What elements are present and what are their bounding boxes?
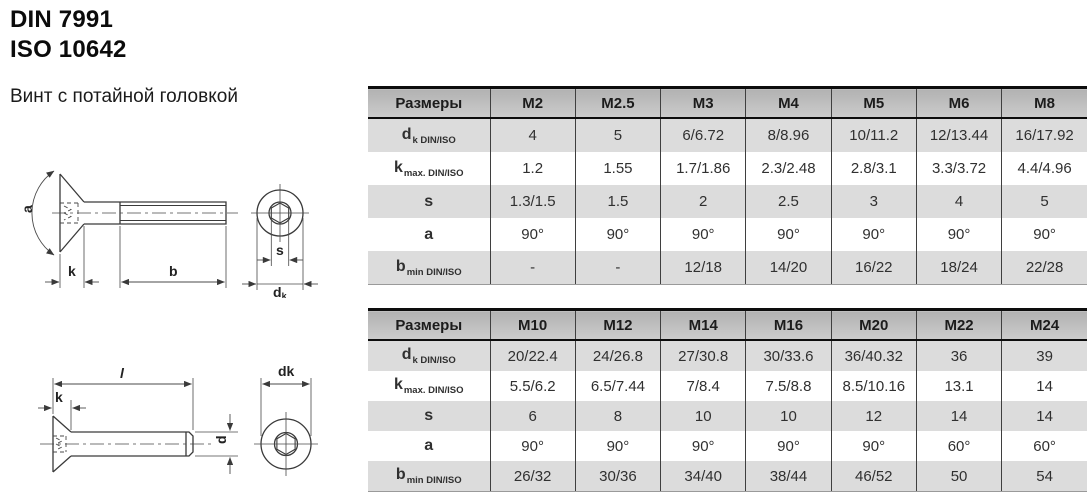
value-cell: 14 bbox=[916, 401, 1001, 431]
head-height-dim-label: k bbox=[68, 263, 76, 279]
value-cell: 26/32 bbox=[490, 461, 575, 492]
value-cell: 10/11.2 bbox=[831, 118, 916, 152]
value-cell: 1.3/1.5 bbox=[490, 185, 575, 218]
value-cell: 5 bbox=[1002, 185, 1087, 218]
value-cell: 2.5 bbox=[746, 185, 831, 218]
value-cell: 10 bbox=[746, 401, 831, 431]
value-cell: 5 bbox=[575, 118, 660, 152]
table-row bbox=[368, 401, 1087, 431]
row-label: a bbox=[424, 225, 434, 243]
value-cell: 4 bbox=[916, 185, 1001, 218]
value-cell: 4 bbox=[490, 118, 575, 152]
value-cell: 13.1 bbox=[916, 371, 1001, 401]
value-cell: 90° bbox=[746, 431, 831, 461]
value-cell: 90° bbox=[916, 218, 1001, 251]
head-dia-dim-label: dk bbox=[273, 284, 287, 298]
size-column-header: M24 bbox=[1002, 310, 1087, 341]
value-cell: 90° bbox=[661, 431, 746, 461]
value-cell: 8/8.96 bbox=[746, 118, 831, 152]
table-row bbox=[368, 251, 1087, 285]
size-column-header: M8 bbox=[1002, 88, 1087, 119]
value-cell: 14/20 bbox=[746, 251, 831, 285]
size-column-header: M16 bbox=[746, 310, 831, 341]
value-cell: 8 bbox=[575, 401, 660, 431]
angle-dim-label: a bbox=[19, 205, 35, 213]
value-cell: 30/33.6 bbox=[746, 340, 831, 371]
value-cell: 12/13.44 bbox=[916, 118, 1001, 152]
value-cell: 90° bbox=[1002, 218, 1087, 251]
value-cell: 38/44 bbox=[746, 461, 831, 492]
value-cell: 90° bbox=[746, 218, 831, 251]
value-cell: 6 bbox=[490, 401, 575, 431]
size-column-header: M10 bbox=[490, 310, 575, 341]
value-cell: - bbox=[490, 251, 575, 285]
standard-din-title: DIN 7991 bbox=[10, 6, 113, 33]
screw-length-view-drawing bbox=[8, 348, 343, 498]
dimensions-table-m10-m24 bbox=[368, 308, 1087, 492]
size-column-header: M3 bbox=[661, 88, 746, 119]
value-cell: 12/18 bbox=[661, 251, 746, 285]
row-label: s bbox=[424, 407, 434, 424]
value-cell: 20/22.4 bbox=[490, 340, 575, 371]
value-cell: 34/40 bbox=[661, 461, 746, 492]
value-cell: 16/22 bbox=[831, 251, 916, 285]
row-label: $b_{min DIN/ISO}$ bbox=[368, 461, 490, 492]
size-column-header: M2.5 bbox=[575, 88, 660, 119]
standard-iso-title: ISO 10642 bbox=[10, 36, 127, 63]
value-cell: 36/40.32 bbox=[831, 340, 916, 371]
value-cell: 10 bbox=[661, 401, 746, 431]
head-dia-dim-label: dk bbox=[278, 363, 295, 379]
value-cell: 2.8/3.1 bbox=[831, 152, 916, 185]
screw-front-view-drawing bbox=[8, 158, 343, 298]
row-label: s bbox=[424, 192, 434, 210]
value-cell: 54 bbox=[1002, 461, 1087, 492]
table-row bbox=[368, 461, 1087, 492]
shank-dia-dim-label: d bbox=[213, 435, 229, 444]
size-column-header: M14 bbox=[661, 310, 746, 341]
value-cell: 1.7/1.86 bbox=[661, 152, 746, 185]
size-column-header: M6 bbox=[916, 88, 1001, 119]
value-cell: 90° bbox=[831, 218, 916, 251]
table-row bbox=[368, 218, 1087, 251]
value-cell: 1.5 bbox=[575, 185, 660, 218]
value-cell: - bbox=[575, 251, 660, 285]
value-cell: 27/30.8 bbox=[661, 340, 746, 371]
total-length-dim-label: l bbox=[120, 365, 124, 381]
value-cell: 1.55 bbox=[575, 152, 660, 185]
value-cell: 90° bbox=[490, 431, 575, 461]
value-cell: 18/24 bbox=[916, 251, 1001, 285]
value-cell: 24/26.8 bbox=[575, 340, 660, 371]
value-cell: 30/36 bbox=[575, 461, 660, 492]
value-cell: 60° bbox=[916, 431, 1001, 461]
value-cell: 22/28 bbox=[1002, 251, 1087, 285]
head-height-dim-label: k bbox=[55, 389, 63, 405]
value-cell: 2.3/2.48 bbox=[746, 152, 831, 185]
value-cell: 90° bbox=[575, 431, 660, 461]
table-header-row bbox=[368, 310, 1087, 341]
value-cell: 14 bbox=[1002, 401, 1087, 431]
row-label: $b_{min DIN/ISO}$ bbox=[368, 251, 490, 285]
value-cell: 6/6.72 bbox=[661, 118, 746, 152]
table-row bbox=[368, 371, 1087, 401]
value-cell: 2 bbox=[661, 185, 746, 218]
value-cell: 7.5/8.8 bbox=[746, 371, 831, 401]
value-cell: 90° bbox=[490, 218, 575, 251]
row-label: $d_{k DIN/ISO}$ bbox=[401, 125, 456, 146]
thread-length-dim-label: b bbox=[169, 263, 178, 279]
size-column-header: M22 bbox=[916, 310, 1001, 341]
table-row bbox=[368, 185, 1087, 218]
value-cell: 3.3/3.72 bbox=[916, 152, 1001, 185]
row-label: $k_{max. DIN/ISO}$ bbox=[393, 158, 464, 179]
value-cell: 8.5/10.16 bbox=[831, 371, 916, 401]
sizes-column-header: Размеры bbox=[368, 88, 490, 119]
sizes-column-header: Размеры bbox=[368, 310, 490, 341]
size-column-header: M4 bbox=[746, 88, 831, 119]
table-row bbox=[368, 118, 1087, 152]
value-cell: 3 bbox=[831, 185, 916, 218]
table-row bbox=[368, 152, 1087, 185]
value-cell: 7/8.4 bbox=[661, 371, 746, 401]
value-cell: 90° bbox=[661, 218, 746, 251]
value-cell: 14 bbox=[1002, 371, 1087, 401]
row-label: $k_{max. DIN/ISO}$ bbox=[393, 376, 464, 396]
value-cell: 12 bbox=[831, 401, 916, 431]
table-row bbox=[368, 431, 1087, 461]
value-cell: 90° bbox=[575, 218, 660, 251]
size-column-header: M20 bbox=[831, 310, 916, 341]
value-cell: 5.5/6.2 bbox=[490, 371, 575, 401]
row-label: a bbox=[424, 437, 434, 454]
value-cell: 90° bbox=[831, 431, 916, 461]
value-cell: 46/52 bbox=[831, 461, 916, 492]
size-column-header: M5 bbox=[831, 88, 916, 119]
value-cell: 50 bbox=[916, 461, 1001, 492]
size-column-header: M12 bbox=[575, 310, 660, 341]
dimensions-table-m2-m8 bbox=[368, 86, 1087, 285]
angle-dim-arc bbox=[32, 171, 54, 255]
table-row bbox=[368, 340, 1087, 371]
product-name: Винт с потайной головкой bbox=[10, 86, 238, 107]
row-label: $d_{k DIN/ISO}$ bbox=[401, 346, 456, 366]
value-cell: 60° bbox=[1002, 431, 1087, 461]
value-cell: 16/17.92 bbox=[1002, 118, 1087, 152]
size-column-header: M2 bbox=[490, 88, 575, 119]
socket-width-dim-label: s bbox=[276, 242, 284, 258]
value-cell: 1.2 bbox=[490, 152, 575, 185]
value-cell: 6.5/7.44 bbox=[575, 371, 660, 401]
value-cell: 39 bbox=[1002, 340, 1087, 371]
value-cell: 36 bbox=[916, 340, 1001, 371]
table-header-row bbox=[368, 88, 1087, 119]
value-cell: 4.4/4.96 bbox=[1002, 152, 1087, 185]
